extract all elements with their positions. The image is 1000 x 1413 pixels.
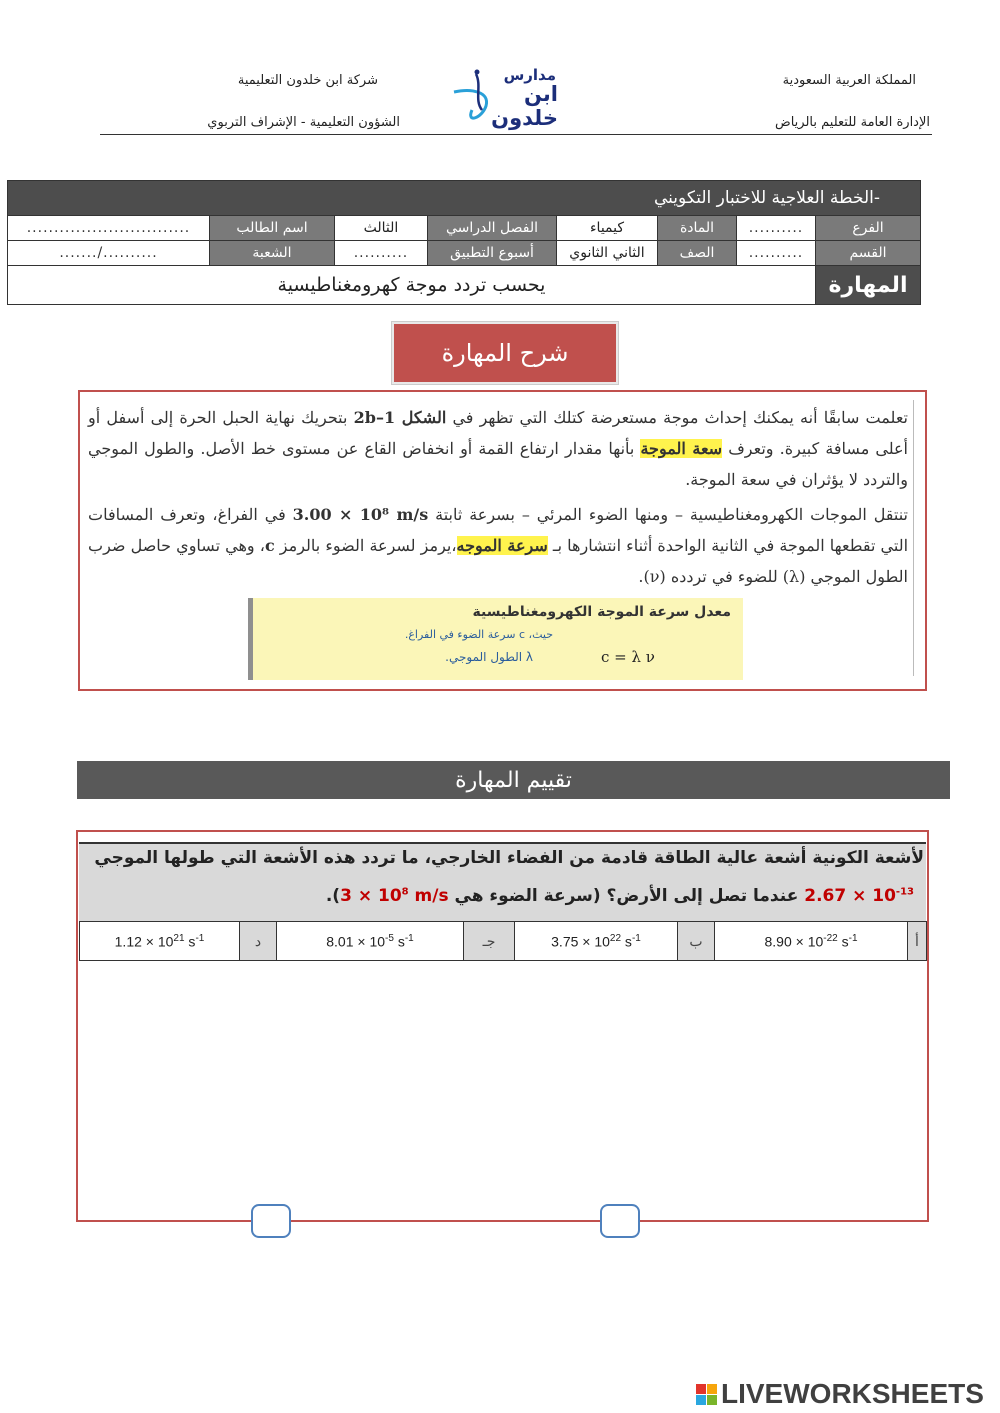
liveworksheets-squares-icon [696,1384,717,1405]
week-value[interactable]: .......... [335,241,428,266]
admin-text: الإدارة العامة للتعليم بالرياض [775,115,930,130]
student-name-value[interactable]: .............................. [8,216,210,241]
question-line-2 [326,886,914,906]
liveworksheets-wordmark: LIVEWORKSHEETS [721,1378,984,1409]
option-a-letter: أ [908,922,927,961]
option-d-unit: s [184,933,196,950]
option-b-unit: s [621,933,632,950]
question-end: ). [325,886,341,906]
grade-label: الصف [658,241,737,266]
option-b-unit-exp: -1 [631,932,641,944]
dept-text: الشؤون التعليمية - الإشراف التربوي [207,115,400,130]
p1-text-b: بتحريك نهاية الحبل الحرة إلى أسفل أو أعلى مسافة كبيرة. وتعرف [88,408,908,458]
branch-label: الفرع [816,216,921,241]
p1-text-a: تعلمت سابقًا أنه يمكنك إحداث موجة مستعرضة كتلك التي تظهر في [446,408,908,427]
p2-text-b: في الفراغ، وتعرف المسافات التي تقطعها الموجة في الثانية الواحدة أثناء انتشارها بـ [88,505,909,555]
p1-figure-ref: الشكل 2b–1 [353,408,447,427]
option-a[interactable] [715,922,908,961]
option-d-base: 1.12 × 10 [114,933,174,950]
class-label: الشعبة [210,241,335,266]
option-c[interactable] [277,922,464,961]
speed-unit: m/s [408,886,449,906]
logo-line2: ابن خلدون [491,82,558,130]
answer-options-table [79,921,927,961]
school-logo [452,66,564,128]
option-a-exp: -22 [823,932,838,944]
p2-speed: 3.00 × 10⁸ m/s [292,505,429,524]
explain-text [88,402,908,596]
p2-text-a: تنتقل الموجات الكهرومغناطيسية – ومنها الضوء المرئي – بسرعة ثابتة [428,505,909,524]
resize-handle-right[interactable] [600,1204,640,1238]
wavelength-base: 2.67 × 10 [804,886,896,906]
formula-line-1: حيث، c سرعة الضوء في الفراغ. [404,628,553,641]
option-d-letter: د [240,922,277,961]
option-b[interactable] [515,922,678,961]
skill-label: المهارة [816,266,921,305]
explain-skill-heading: شرح المهارة [392,322,618,384]
term-value: الثالث [335,216,428,241]
formula-equation: c = λ ν [601,648,655,666]
option-b-exp: 22 [609,932,622,944]
option-a-base: 8.90 × 10 [764,933,824,950]
option-d-exp: 21 [173,932,185,944]
option-c-unit-exp: -1 [404,932,414,944]
liveworksheets-logo [696,1378,984,1410]
evaluation-heading: تقييم المهارة [77,761,950,799]
grade-value: الثاني الثانوي [557,241,658,266]
term-label: الفصل الدراسي [428,216,557,241]
option-c-letter: جـ [464,922,515,961]
kingdom-text: المملكة العربية السعودية [782,73,916,88]
branch-value[interactable]: .......... [737,216,816,241]
logo-line1: مدارس [503,66,556,84]
p1-highlight: سعة الموجة [640,439,723,458]
option-b-base: 3.75 × 10 [551,933,610,950]
wavelength-exp: -13 [895,886,914,898]
plan-info-table [7,180,921,305]
explain-paragraph-1 [88,402,908,495]
option-c-base: 8.01 × 10 [326,933,386,950]
explain-paragraph-2 [88,499,908,592]
formula-line-2: λ الطول الموجي. [445,650,533,664]
p1-text-c: بأنها مقدار ارتفاع القمة أو انخفاض القاع عن مستوى خط الأصل. والطول الموجي والتردد لا يؤثران في سعة الموجة. [88,439,908,489]
student-name-label: اسم الطالب [210,216,335,241]
option-a-unit-exp: -1 [848,932,858,944]
section-label: القسم [816,241,921,266]
question-line-1: لأشعة الكونية أشعة عالية الطاقة قادمة من الفضاء الخارجي، ما تردد هذه الأشعة التي طولها الموجي [94,848,924,868]
subject-label: المادة [658,216,737,241]
week-label: أسبوع التطبيق [428,241,557,266]
option-d-unit-exp: -1 [195,932,205,944]
option-d[interactable] [80,922,240,961]
p2-highlight: سرعة الموجه [456,536,548,555]
formula-box [248,598,743,680]
p2-symbol-c: c [264,536,275,555]
speed-base: 3 × 10 [340,886,402,906]
question-mid-text: عندما تصل إلى الأرض؟ (سرعة الضوء هي [448,886,805,906]
option-b-letter: ب [678,922,715,961]
company-text: شركة ابن خلدون التعليمية [237,73,378,88]
section-value[interactable]: .......... [737,241,816,266]
plan-title: -الخطة العلاجية للاختبار التكويني [8,181,921,216]
resize-handle-left[interactable] [251,1204,291,1238]
option-c-unit: s [393,933,405,950]
p2-text-d: ، وهي تساوي حاصل ضرب الطول الموجي (λ) للضوء في تردده (ν). [88,536,908,586]
class-value[interactable]: ........../....... [8,241,210,266]
question-wavelength [804,886,914,906]
subject-value: كيمياء [557,216,658,241]
formula-title: معدل سرعة الموجة الكهرومغناطيسية [472,604,731,620]
column-rule [913,400,914,676]
question-speed [340,886,449,906]
option-c-exp: -5 [385,932,394,944]
header-divider [100,134,932,135]
speed-exp: 8 [401,886,409,898]
p2-text-c: ،يرمز لسرعة الضوء بالرمز [274,536,457,555]
skill-value: يحسب تردد موجة كهرومغناطيسية [8,266,816,305]
option-a-unit: s [837,933,849,950]
